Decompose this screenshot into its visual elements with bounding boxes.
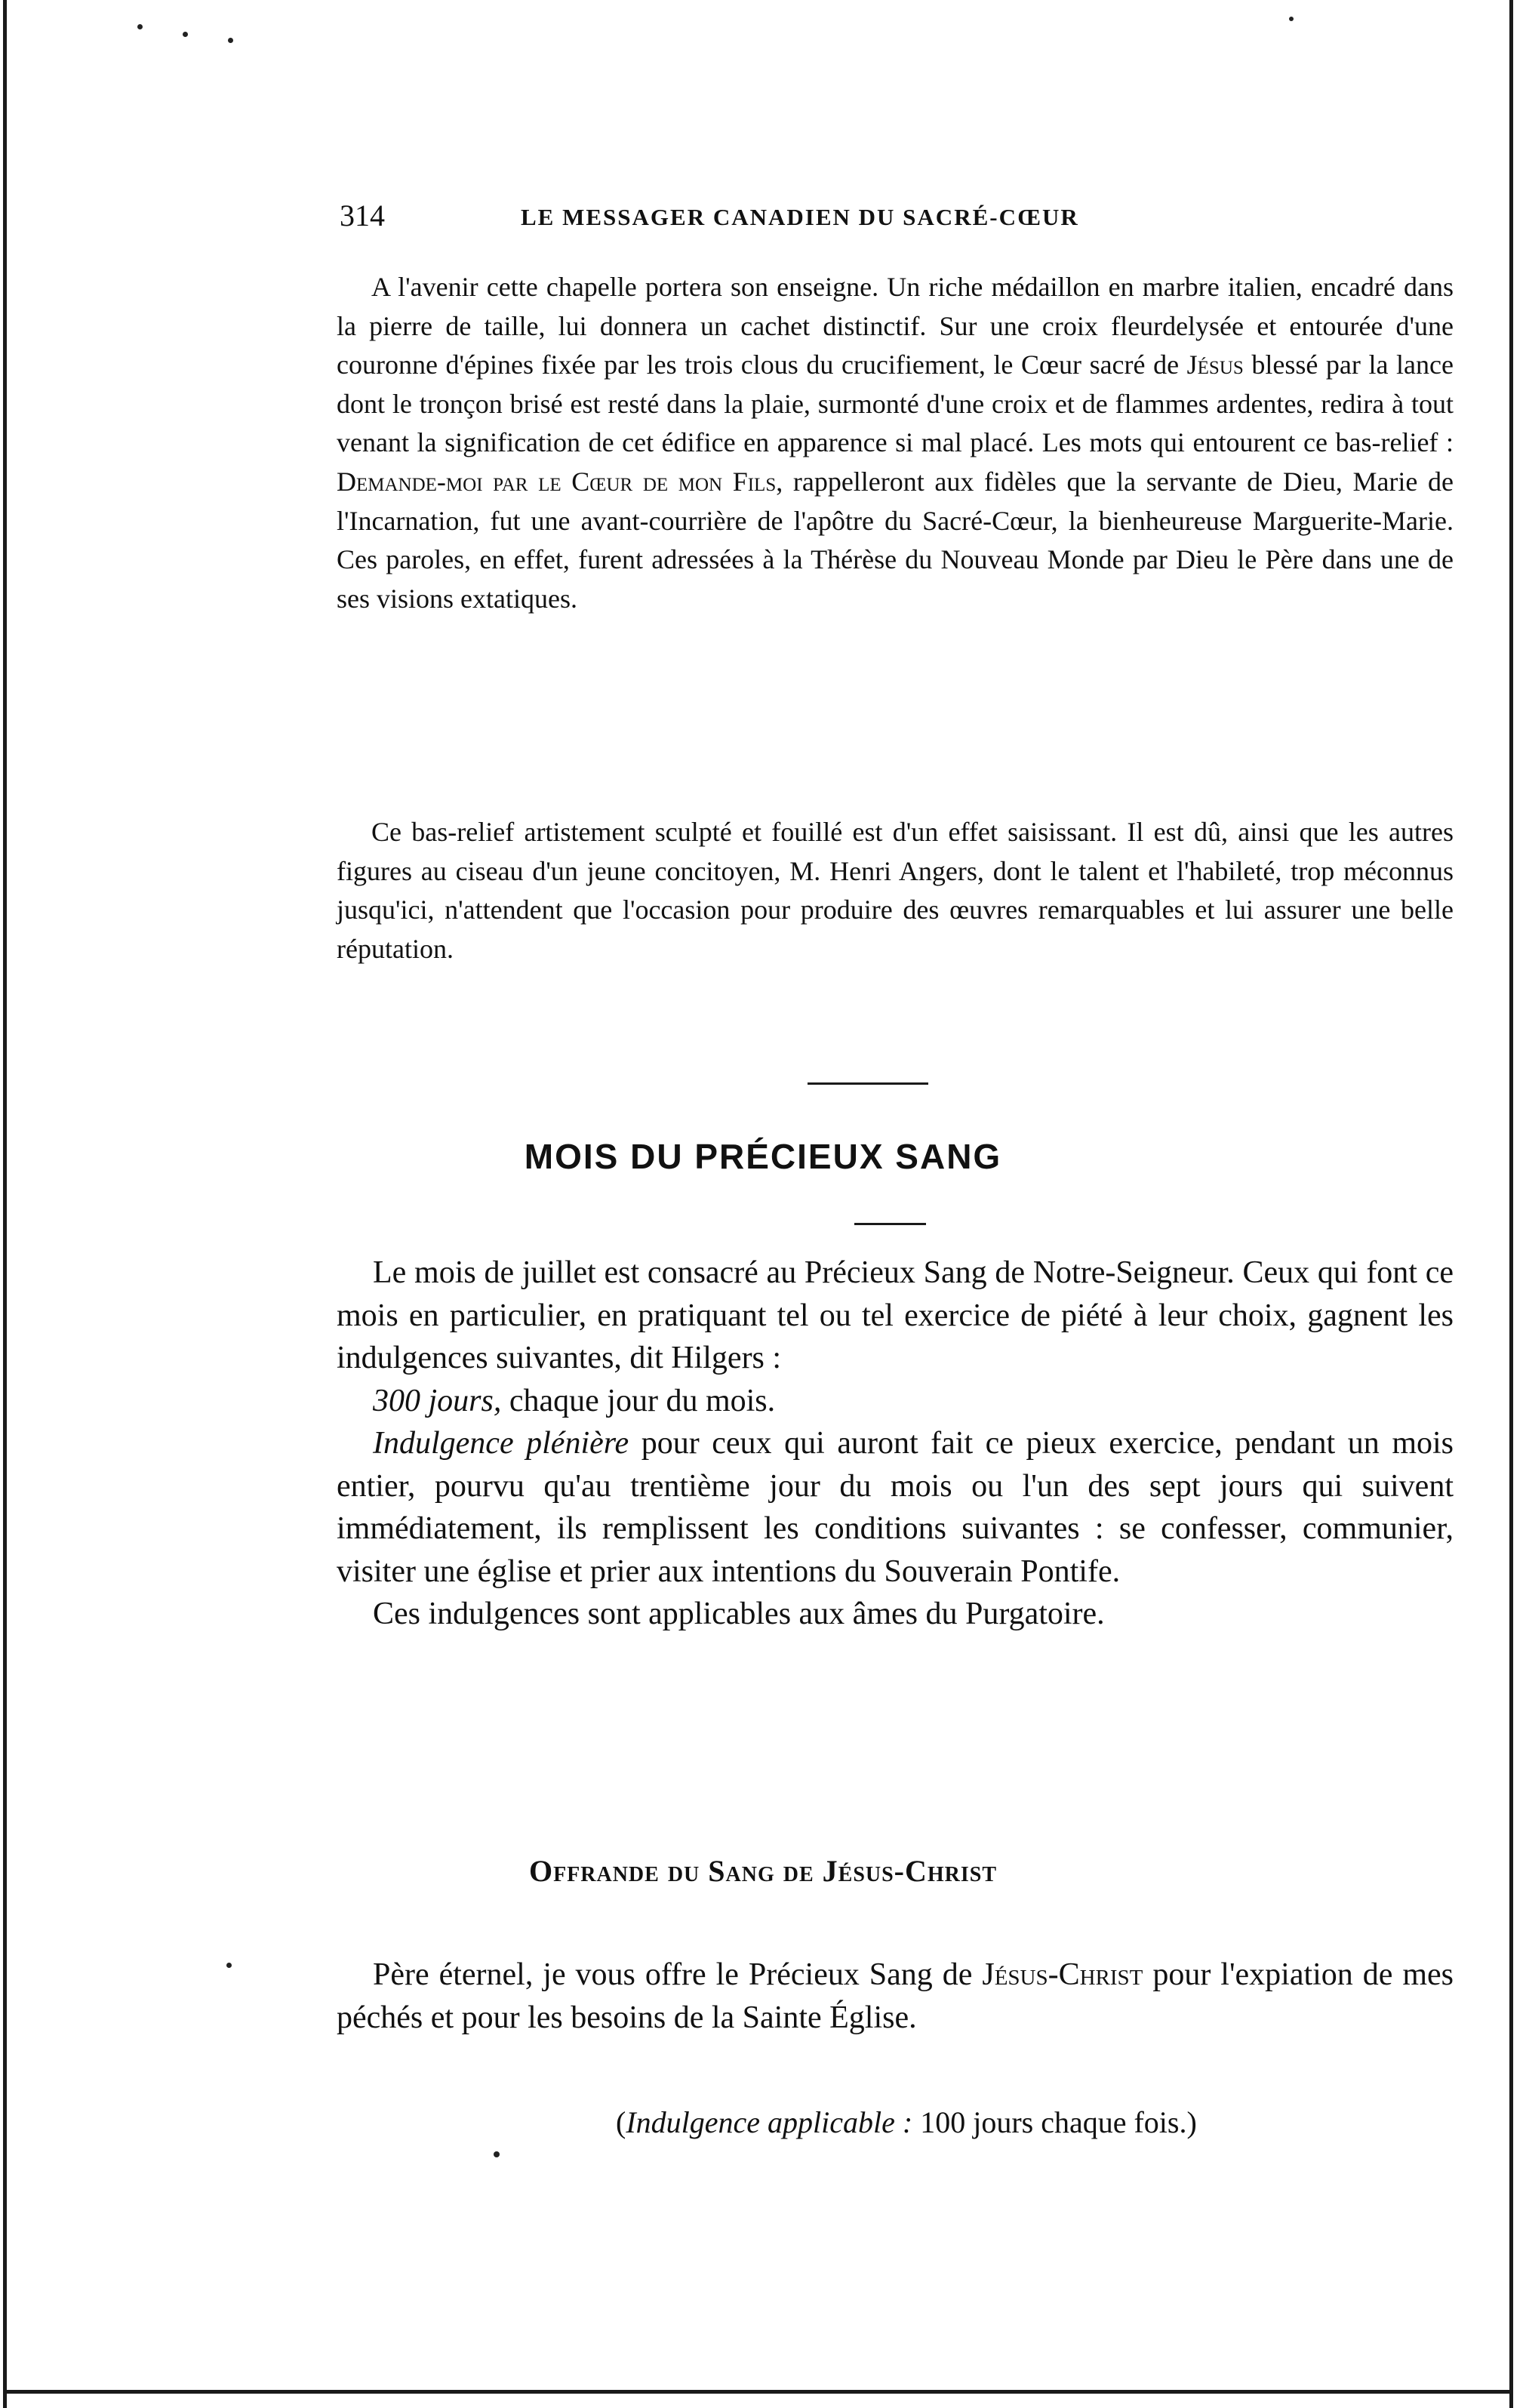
ink-speck [494,2151,500,2157]
item-text: pour ceux qui auront fait ce pieux exercice, pendant un mois entier, pourvu qu'au trentième jour du mois ou l'un des sept jours qui suivent immédiatement, ils remplissent les conditions suivantes : se confesser, communier, visiter une église et prier aux intentions du Souverain Pontife. [337,1426,1454,1589]
paragraph-text: , rappelleront aux fidèles que la servante de Dieu, Marie de l'Incarnation, fut une avant-courrière de l'apôtre du Sacré-Cœur, la bienheureuse Marguerite-Marie. Ces paroles, en effet, furent adressées à la Thérèse du Nouveau Monde par Dieu le Père dans une de ses visions extatiques. [337,466,1454,614]
prayer-paragraph [337,1954,1454,2040]
closing-sentence: Ces indulgences sont applicables aux âmes du Purgatoire. [373,1597,1105,1631]
section-body [337,1252,1454,1636]
page-border-bottom [3,2390,1513,2394]
title-underline [854,1223,926,1225]
jesus-christ-small-caps: Jésus-Christ [982,1957,1143,1992]
ink-speck [228,38,233,43]
jesus-small-caps: Jésus [1186,349,1244,380]
paragraph-bas-relief [337,813,1454,968]
indulgence-note [616,2105,1197,2140]
paragraph-text: Ce bas-relief artistement sculpté et fouillé est d'un effet saisissant. Il est dû, ainsi que les autres figures au ciseau d'un jeune concitoyen, M. Henri Angers, dont le talent et l'habileté, trop méconnus jusqu'ici, n'attendent que l'occasion pour produire des œuvres remarquables et lui assurer une belle réputation. [337,817,1454,964]
note-italic: Indulgence applicable : [626,2105,913,2139]
note-paren: ( [616,2105,626,2139]
intro-paragraph: Le mois de juillet est consacré au Précieux Sang de Notre-Seigneur. Ceux qui font ce mois en particulier, en pratiquant tel ou tel exercice de piété à leur choix, gagnent les indulgences suivantes, dit Hilgers : [337,1255,1454,1375]
quoted-words: Demande-moi par le Cœur de mon Fils [337,466,777,497]
indulgence-item-1 [337,1380,1454,1423]
note-text: 100 jours chaque fois.) [912,2105,1197,2139]
prayer-text: pour l'expiation de mes péchés et pour les besoins de la Sainte Église. [337,1957,1454,2035]
section-divider [808,1082,928,1085]
page-number: 314 [340,199,385,232]
paragraph-text: A l'avenir cette chapelle portera son enseigne. Un riche médaillon en marbre italien, encadré dans la pierre de taille, lui donnera un cachet distinctif. Sur une croix fleurdelysée et entourée d'une couronne d'épines fixée par les trois clous du crucifiement, le Cœur sacré de [337,272,1454,380]
page-border-left [3,0,7,2408]
prayer-text: Père éternel, je vous offre le Précieux Sang de [373,1957,983,1992]
ink-speck [137,24,143,29]
ink-speck [183,32,188,37]
item-italic: Indulgence plénière [373,1426,629,1461]
paragraph-text: blessé par la lance dont le tronçon brisé est resté dans la plaie, surmonté d'une croix et de flammes ardentes, redira à tout venant la signification de cet édifice en apparence si mal placé. Les mots qui entourent ce bas-relief : [337,349,1454,458]
page-header [340,198,1449,236]
ink-speck [1289,17,1294,21]
offrande-title: Offrande du Sang de Jésus-Christ [528,1854,998,1888]
running-head: LE MESSAGER CANADIEN DU SACRÉ-CŒUR [521,204,1079,230]
item-italic: 300 jours, [373,1383,502,1418]
paragraph-chapel [337,268,1454,618]
indulgence-item-2 [337,1422,1454,1593]
ink-speck [226,1963,232,1968]
item-text: chaque jour du mois. [501,1383,776,1418]
page-border-right [1509,0,1513,2408]
section-title: MOIS DU PRÉCIEUX SANG [524,1137,1002,1176]
